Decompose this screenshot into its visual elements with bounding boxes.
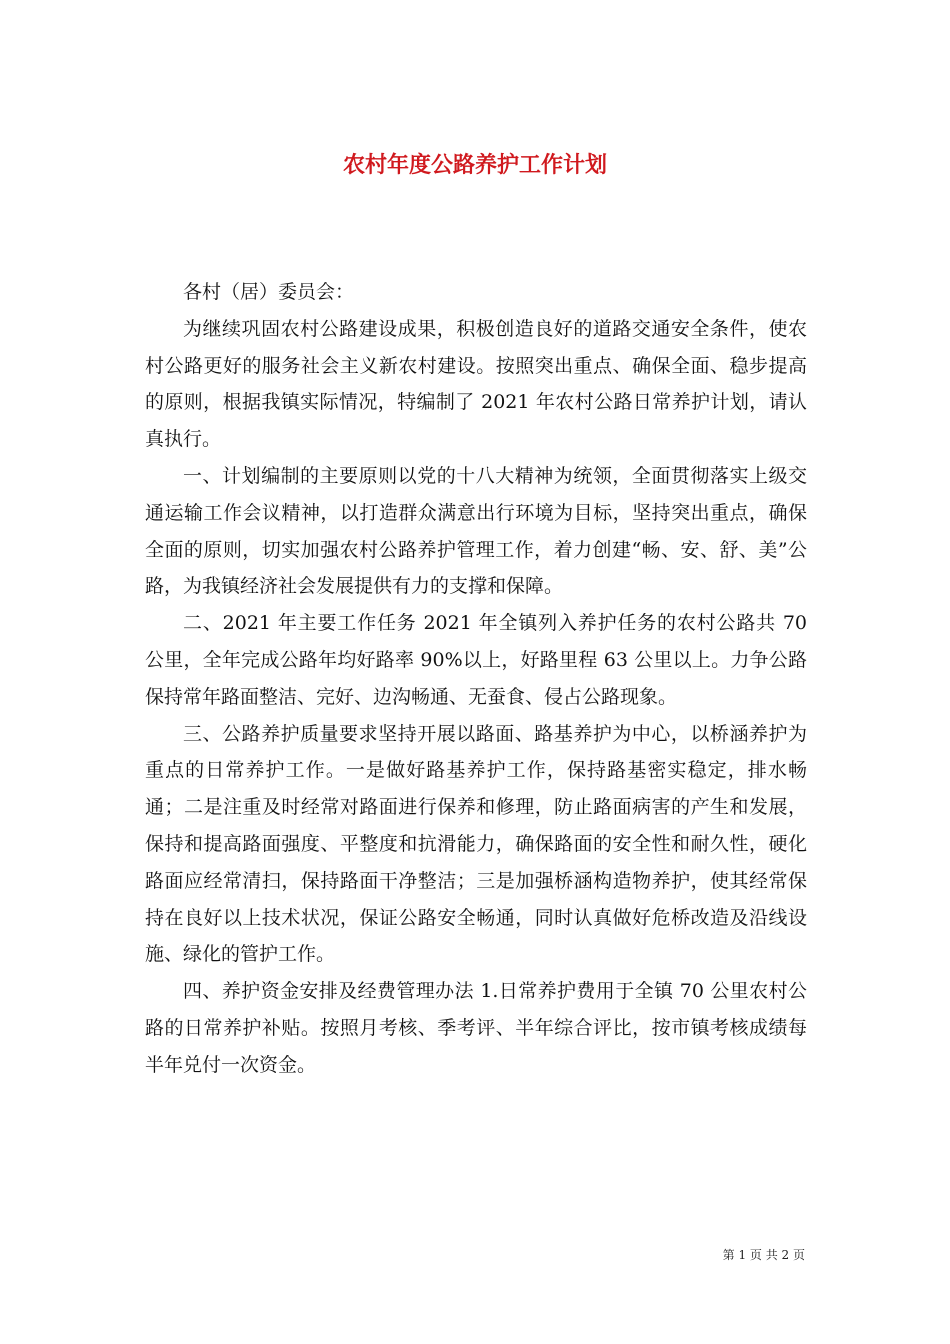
paragraph-section-2: 二、2021 年主要工作任务 2021 年全镇列入养护任务的农村公路共 70 公里，全年完成公路年均好路率 90%以上，好路里程 63 公里以上。力争公路保持常年路面整洁、完好、边沟畅通、无蚕食、侵占公路现象。 bbox=[145, 612, 807, 708]
document-body bbox=[145, 274, 807, 1084]
page-number: 第 1 页 共 2 页 bbox=[722, 1248, 805, 1262]
salutation: 各村（居）委员会： bbox=[183, 281, 355, 303]
paragraph-intro: 为继续巩固农村公路建设成果，积极创造良好的道路交通安全条件，使农村公路更好的服务社会主义新农村建设。按照突出重点、确保全面、稳步提高的原则，根据我镇实际情况，特编制了 2021 年农村公路日常养护计划，请认真执行。 bbox=[145, 317, 807, 451]
document-title: 农村年度公路养护工作计划 bbox=[342, 151, 607, 178]
paragraph-section-4: 四、养护资金安排及经费管理办法 1.日常养护费用于全镇 70 公里农村公路的日常养护补贴。按照月考核、季考评、半年综合评比，按市镇考核成绩每半年兑付一次资金。 bbox=[145, 980, 807, 1076]
paragraph-section-3: 三、公路养护质量要求坚持开展以路面、路基养护为中心，以桥涵养护为重点的日常养护工作。一是做好路基养护工作，保持路基密实稳定，排水畅通；二是注重及时经常对路面进行保养和修理，防止路面病害的产生和发展，保持和提高路面强度、平整度和抗滑能力，确保路面的安全性和耐久性，硬化路面应经常清扫，保持路面干净整洁；三是加强桥涵构造物养护，使其经常保持在良好以上技术状况，保证公路安全畅通，同时认真做好危桥改造及沿线设施、绿化的管护工作。 bbox=[145, 722, 807, 966]
paragraph-section-1: 一、计划编制的主要原则以党的十八大精神为统领，全面贯彻落实上级交通运输工作会议精神，以打造群众满意出行环境为目标，坚持突出重点，确保全面的原则，切实加强农村公路养护管理工作，着力创建“畅、安、舒、美”公路，为我镇经济社会发展提供有力的支撑和保障。 bbox=[145, 464, 807, 598]
